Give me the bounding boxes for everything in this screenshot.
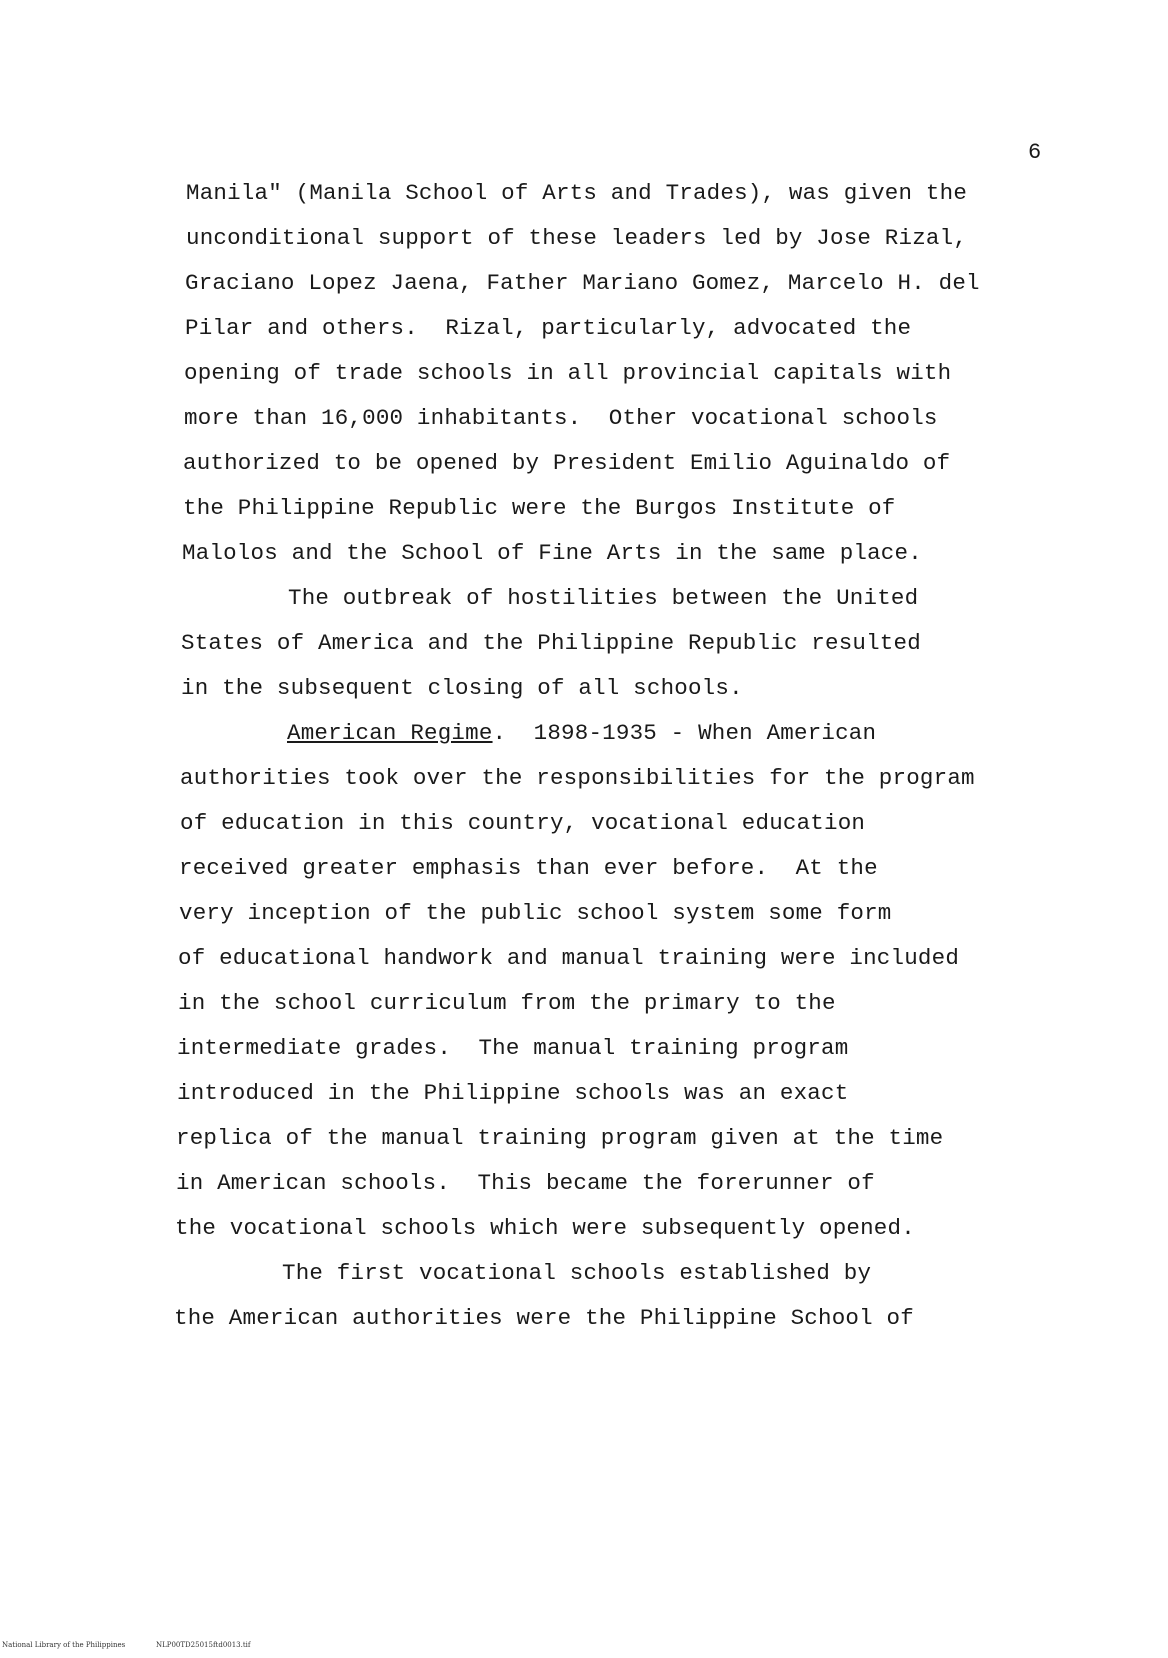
text-line: opening of trade schools in all provincial capitals with [184,360,952,386]
text-line: The first vocational schools established by [282,1260,872,1286]
text-line: very inception of the public school system some form [179,900,892,926]
footer-library: National Library of the Philippines [2,1641,126,1649]
text-line: The outbreak of hostilities between the United [288,585,919,611]
text-line: Graciano Lopez Jaena, Father Mariano Gomez, Marcelo H. del [185,270,980,296]
text-line: Malolos and the School of Fine Arts in the same place. [182,540,922,566]
text-line: in the school curriculum from the primary to the [178,990,836,1016]
text-line: of educational handwork and manual training were included [178,945,960,971]
text-line: received greater emphasis than ever before. At the [179,855,878,881]
text-line: of education in this country, vocational education [180,810,866,836]
text-line: in the subsequent closing of all schools. [181,675,743,701]
text-line: authorities took over the responsibilities for the program [180,765,975,791]
text-line: the Philippine Republic were the Burgos Institute of [183,495,896,521]
text-line: Pilar and others. Rizal, particularly, advocated the [185,315,912,341]
text-line: States of America and the Philippine Republic resulted [181,630,921,656]
section-heading: American Regime [287,720,493,746]
text-line: intermediate grades. The manual training program [177,1035,849,1061]
text-line: Manila" (Manila School of Arts and Trades), was given the [186,180,968,206]
text-line: unconditional support of these leaders led by Jose Rizal, [186,225,968,251]
text-line: in American schools. This became the forerunner of [176,1170,875,1196]
section-heading-line [287,720,876,746]
page-number: 6 [1028,140,1042,165]
section-heading-rest: . 1898-1935 - When American [492,720,877,746]
text-line: replica of the manual training program given at the time [176,1125,944,1151]
footer-filename: NLP00TD25015ftd0013.tif [156,1641,251,1649]
text-line: more than 16,000 inhabitants. Other vocational schools [184,405,938,431]
text-line: authorized to be opened by President Emilio Aguinaldo of [183,450,951,476]
text-line: introduced in the Philippine schools was an exact [177,1080,849,1106]
text-line: the vocational schools which were subsequently opened. [175,1215,915,1241]
text-line: the American authorities were the Philippine School of [174,1305,914,1331]
